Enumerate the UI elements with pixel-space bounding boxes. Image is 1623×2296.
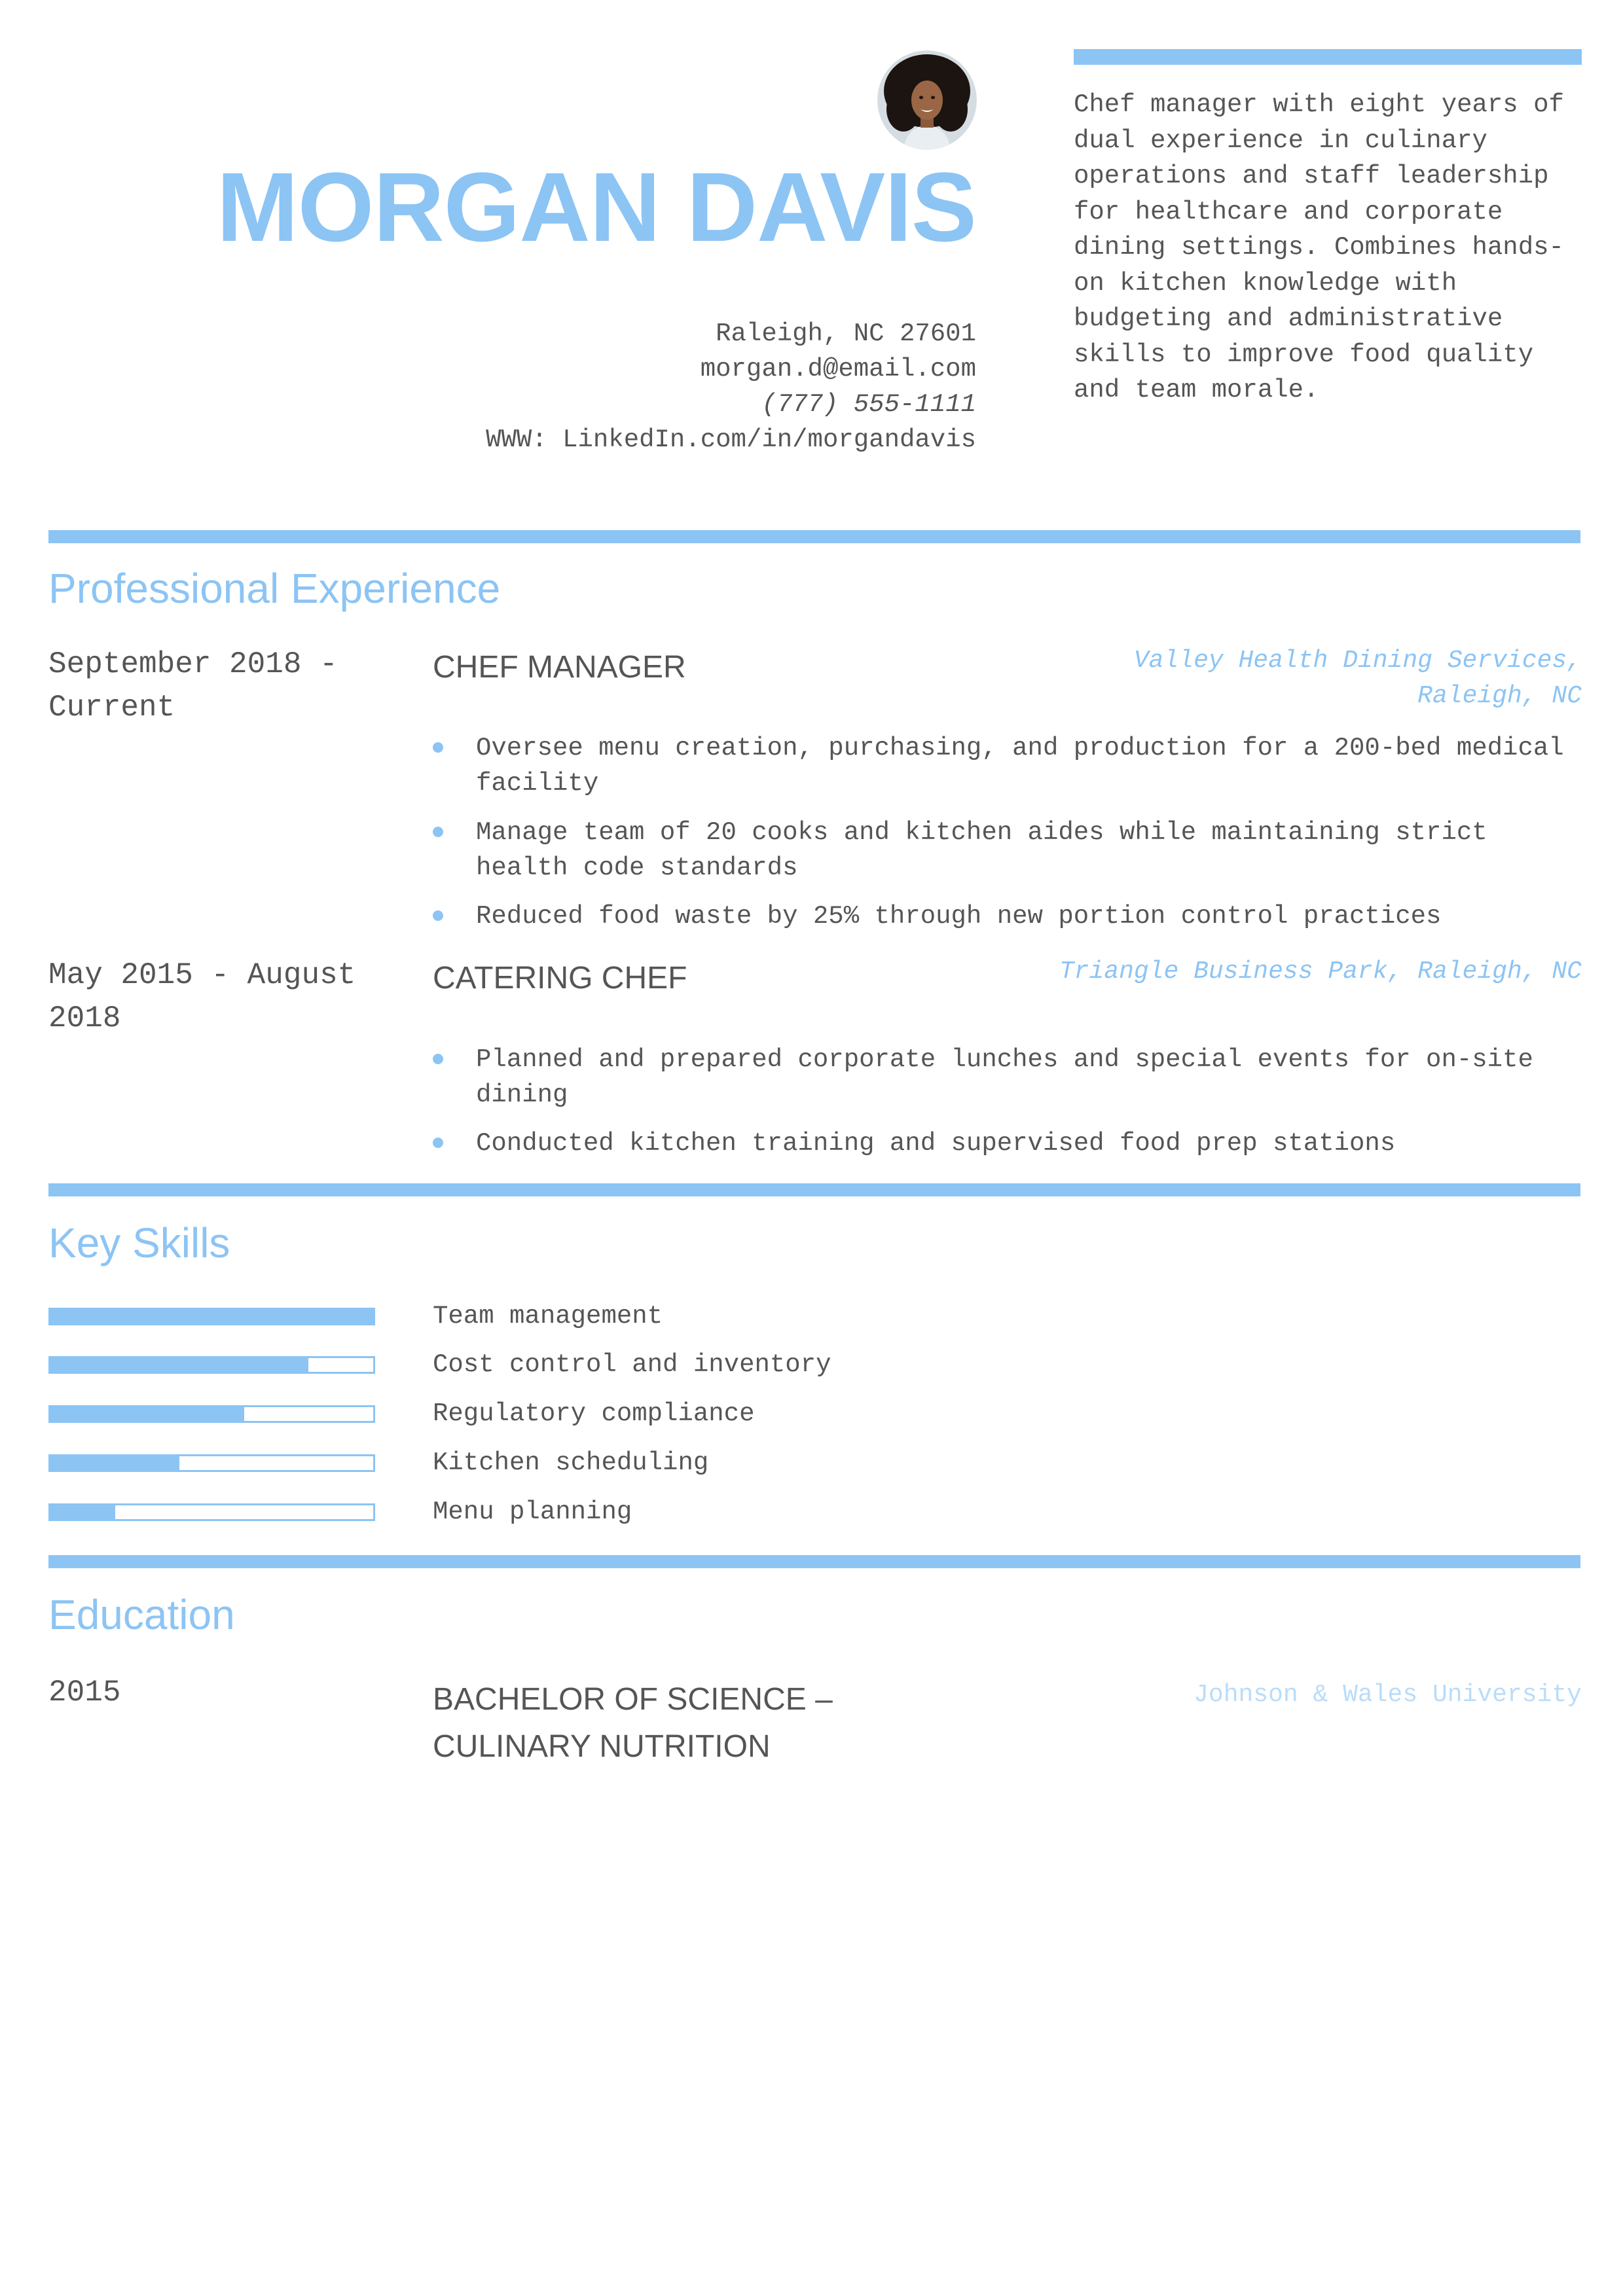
job-employer: Triangle Business Park, Raleigh, NC <box>1059 958 1582 986</box>
section-title-skills: Key Skills <box>48 1219 230 1266</box>
job-employer: Valley Health Dining Services, Raleigh, NC <box>1133 647 1582 710</box>
section-divider <box>48 1183 1580 1196</box>
skill-level-bar <box>48 1503 375 1521</box>
address: Raleigh, NC 27601 <box>716 319 976 348</box>
phone: (777) 555-1111 <box>761 390 976 419</box>
email-link[interactable]: morgan.d@email.com <box>700 355 976 384</box>
skill-level-bar <box>48 1405 375 1423</box>
skill-level-bar <box>48 1454 375 1472</box>
skill-name: Regulatory compliance <box>433 1399 755 1428</box>
summary-divider <box>1074 49 1582 65</box>
section-title-experience: Professional Experience <box>48 565 501 612</box>
skill-level-bar <box>48 1308 375 1325</box>
bullet-icon <box>433 910 443 921</box>
section-divider <box>48 530 1580 543</box>
bullet-text: Conducted kitchen training and supervised food prep stations <box>476 1129 1396 1158</box>
contact-block <box>387 316 976 457</box>
bullet-icon <box>433 1138 443 1148</box>
education-year: 2015 <box>48 1676 121 1710</box>
skill-level-fill <box>50 1407 244 1421</box>
skill-name: Team management <box>433 1302 663 1331</box>
section-title-education: Education <box>48 1591 235 1638</box>
avatar-icon <box>877 50 977 150</box>
bullet-icon <box>433 827 443 837</box>
job-title: CHEF MANAGER <box>433 650 686 685</box>
skill-name: Menu planning <box>433 1498 632 1526</box>
bullet-text: Reduced food waste by 25% through new portion control practices <box>476 902 1442 931</box>
profile-photo <box>877 50 977 150</box>
skill-name: Kitchen scheduling <box>433 1448 709 1477</box>
education-degree: BACHELOR OF SCIENCE – CULINARY NUTRITION <box>433 1682 833 1764</box>
job-dates: September 2018 - Current <box>48 647 338 725</box>
website-link[interactable]: WWW: LinkedIn.com/in/morgandavis <box>486 425 976 454</box>
bullet-text: Planned and prepared corporate lunches and special events for on-site dining <box>476 1045 1533 1109</box>
skill-level-bar <box>48 1356 375 1374</box>
education-school: Johnson & Wales University <box>1194 1681 1582 1709</box>
job-title: CATERING CHEF <box>433 961 687 996</box>
skill-name: Cost control and inventory <box>433 1350 831 1379</box>
skill-level-fill <box>50 1358 308 1372</box>
section-divider <box>48 1555 1580 1568</box>
bullet-text: Manage team of 20 cooks and kitchen aides while maintaining strict health code standards <box>476 818 1487 882</box>
skill-level-fill <box>50 1310 373 1323</box>
candidate-name: MORGAN DAVIS <box>216 152 976 262</box>
job-dates: May 2015 - August 2018 <box>48 958 356 1035</box>
skill-level-fill <box>50 1456 179 1470</box>
skill-level-fill <box>50 1505 115 1519</box>
professional-summary: Chef manager with eight years of dual experience in culinary operations and staff leadership for healthcare and corporate dining settings. Combines hands-on kitchen knowledge with budgeting and administrative skills to improve food quality and team morale. <box>1074 90 1564 404</box>
bullet-icon <box>433 1054 443 1064</box>
bullet-icon <box>433 742 443 753</box>
bullet-text: Oversee menu creation, purchasing, and production for a 200-bed medical facility <box>476 734 1564 798</box>
